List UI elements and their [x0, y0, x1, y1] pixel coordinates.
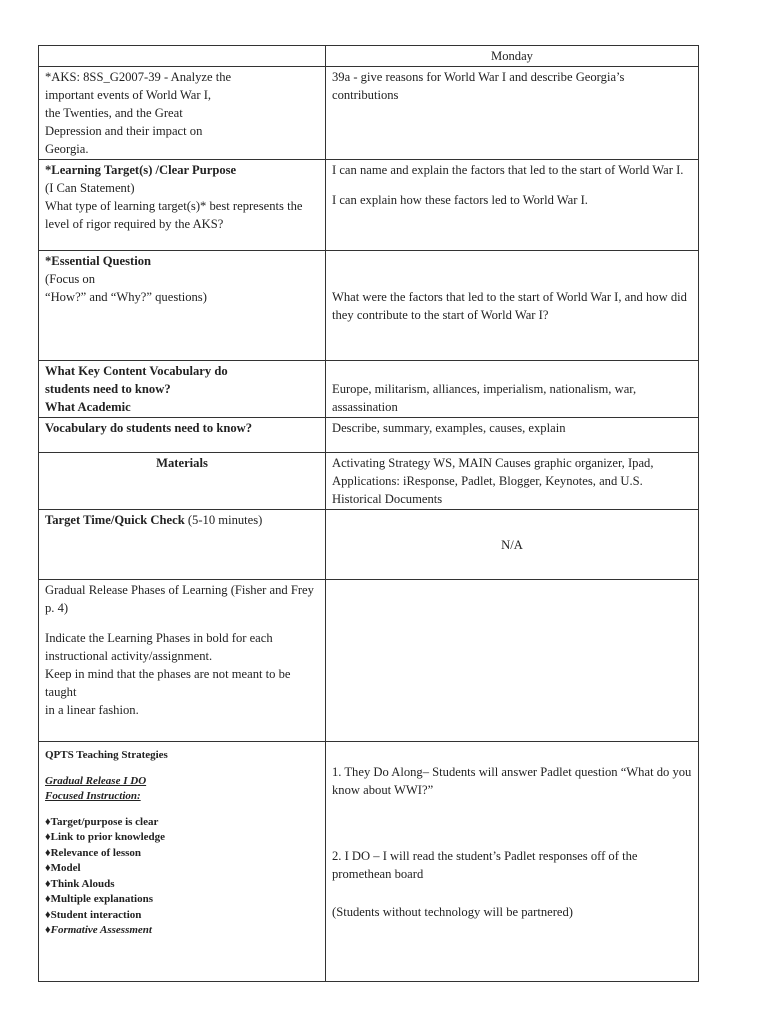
learning-target-line: What type of learning target(s)* best represents the level of rigor required by the AKS?	[45, 199, 303, 231]
essential-question-label	[39, 251, 326, 361]
qpts-label	[39, 742, 326, 982]
essential-question-line: “How?” and “Why?” questions)	[45, 290, 207, 304]
content-vocabulary-title: students need to know?	[45, 382, 171, 396]
aks-line: important events of World War I,	[45, 88, 212, 102]
aks-row	[39, 67, 699, 160]
aks-line: Georgia.	[45, 142, 89, 156]
gradual-release-label	[39, 580, 326, 742]
target-time-content: N/A	[326, 510, 699, 580]
target-time-title: Target Time/Quick Check	[45, 513, 185, 527]
qpts-title: QPTS Teaching Strategies	[45, 749, 168, 761]
target-time-duration: (5-10 minutes)	[184, 513, 263, 527]
gradual-release-text: Indicate the Learning Phases in bold for each instructional activity/assignment.	[45, 631, 273, 663]
essential-question-text: What were the factors that led to the start of World War I, and how did they contribute to the start of World War I?	[332, 290, 687, 322]
gradual-release-text: Gradual Release Phases of Learning (Fisher and Frey p. 4)	[45, 583, 314, 615]
aks-content: 39a - give reasons for World War I and describe Georgia’s contributions	[326, 67, 699, 160]
content-vocabulary-row	[39, 361, 699, 418]
qpts-strategy-item: ♦Target/purpose is clear	[45, 815, 159, 828]
lesson-plan-table	[38, 45, 699, 982]
materials-label: Materials	[39, 453, 326, 510]
learning-target-content	[326, 160, 699, 251]
aks-line: *AKS: 8SS_G2007-39 - Analyze the	[45, 70, 232, 84]
essential-question-line: (Focus on	[45, 272, 96, 286]
gradual-release-text: Keep in mind that the phases are not meant to be taught	[45, 667, 291, 699]
essential-question-title: *Essential Question	[45, 254, 152, 268]
learning-target-title: *Learning Target(s) /Clear Purpose	[45, 163, 237, 177]
aks-line: the Twenties, and the Great	[45, 106, 183, 120]
essential-question-row	[39, 251, 699, 361]
qpts-row	[39, 742, 699, 982]
materials-row	[39, 453, 699, 510]
formative-assessment-label: Formative Assessment	[50, 924, 152, 936]
learning-target-line: (I Can Statement)	[45, 181, 135, 195]
target-time-row	[39, 510, 699, 580]
academic-vocabulary-label: Vocabulary do students need to know?	[39, 418, 326, 453]
qpts-activity: 1. They Do Along– Students will answer Padlet question “What do you know about WWI?”	[332, 765, 692, 797]
aks-line: Depression and their impact on	[45, 124, 203, 138]
qpts-activity-note: (Students without technology will be partnered)	[332, 905, 573, 919]
qpts-content	[326, 742, 699, 982]
qpts-strategy-item: ♦Model	[45, 862, 81, 874]
qpts-strategy-item: ♦Relevance of lesson	[45, 846, 142, 859]
content-vocabulary-content: Europe, militarism, alliances, imperialism, nationalism, war, assassination	[326, 361, 699, 418]
learning-target-label	[39, 160, 326, 251]
qpts-subhead: Gradual Release I DO	[45, 774, 147, 787]
content-vocabulary-title: What Key Content Vocabulary do	[45, 364, 228, 378]
academic-vocabulary-title: What Academic	[45, 400, 131, 414]
day-header: Monday	[326, 46, 699, 67]
gradual-release-content	[326, 580, 699, 742]
learning-target-row	[39, 160, 699, 251]
qpts-strategy-item-formative	[45, 923, 319, 939]
qpts-strategy-item: ♦Link to prior knowledge	[45, 831, 166, 843]
header-row	[39, 46, 699, 67]
qpts-activity: 2. I DO – I will read the student’s Padlet responses off of the promethean board	[332, 849, 638, 881]
qpts-strategy-item: ♦Think Alouds	[45, 877, 115, 890]
gradual-release-row	[39, 580, 699, 742]
aks-label	[39, 67, 326, 160]
academic-vocabulary-content: Describe, summary, examples, causes, explain	[326, 418, 699, 453]
diamond-bullet-icon: ♦	[45, 924, 51, 936]
learning-target-statement: I can name and explain the factors that led to the start of World War I.	[332, 163, 684, 177]
qpts-strategy-item: ♦Multiple explanations	[45, 893, 153, 905]
essential-question-content	[326, 251, 699, 361]
content-vocabulary-label	[39, 361, 326, 418]
learning-target-statement: I can explain how these factors led to World War I.	[332, 193, 588, 207]
gradual-release-text: in a linear fashion.	[45, 703, 139, 717]
materials-content: Activating Strategy WS, MAIN Causes graphic organizer, Ipad, Applications: iResponse, Padlet, Blogger, Keynotes, and U.S. Historical Documents	[326, 453, 699, 510]
target-time-label	[39, 510, 326, 580]
header-left-cell	[39, 46, 326, 67]
qpts-strategy-item: ♦Student interaction	[45, 908, 142, 921]
academic-vocabulary-row	[39, 418, 699, 453]
qpts-subhead: Focused Instruction:	[45, 790, 141, 802]
